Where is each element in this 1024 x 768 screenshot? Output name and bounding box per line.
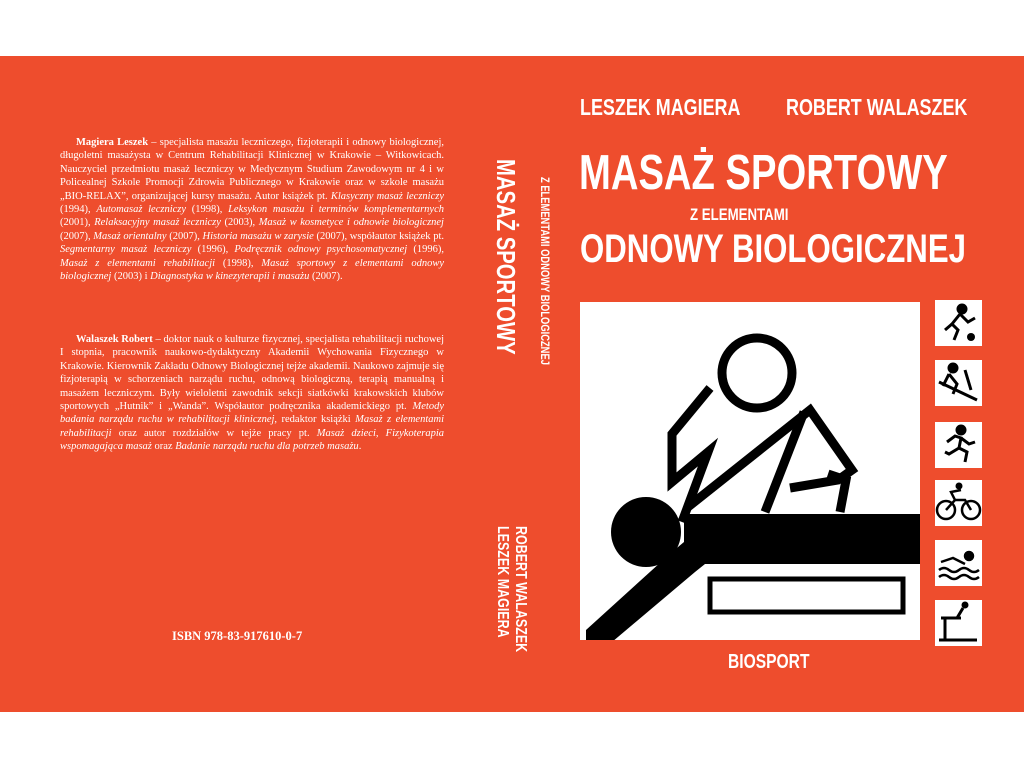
bio-text: (1996),: [191, 244, 235, 256]
running-icon: [935, 422, 982, 468]
author-bio-walaszek: [60, 333, 444, 454]
front-title-bottom: ODNOWY BIOLOGICZNEJ: [580, 227, 966, 271]
bio-text: (2007), współautor książek pt.: [313, 230, 445, 242]
front-title-middle: Z ELEMENTAMI: [690, 205, 789, 224]
spine-author-magiera: LESZEK MAGIERA: [494, 526, 511, 638]
book-title: Relaksacyjny masaż leczniczy: [94, 217, 221, 229]
bio-text: (2007).: [309, 271, 343, 283]
bio-text: (2001),: [60, 217, 95, 229]
book-title: Leksykon masażu i terminów komplementarnych: [228, 204, 444, 216]
book-title: Historia masażu w zarysie: [202, 230, 314, 242]
front-title: MASAŻ SPORTOWY: [579, 146, 948, 200]
bio-text: (1996),: [407, 244, 444, 256]
book-title: Masaż orientalny: [93, 230, 167, 242]
book-title: Masaż dzieci, Fizykoterapia wspomagająca masaż: [60, 427, 444, 453]
bio-text: – specjalista masażu leczniczego, fizjoterapii i odnowy biologicznej, długoletni masażysta w Centrum Rehabilitacji Klinicznej w Krakowie – Witkowicach. Nauczyciel przedmiotu masaż leczniczy w Medycznym Studium Zawodowym nr 4 i w Policealnej Szkole Promocji Zdrowia Publicznego w Krakowie oraz w szkole masażu „BIO-RELAX”, organizującej kursy masażu. Autor książek pt.: [60, 137, 444, 202]
book-title: Automasaż leczniczy: [96, 204, 187, 216]
bio-text: (2003) i: [111, 271, 151, 283]
bio-text: (1998),: [215, 257, 262, 269]
bio-text: (2007),: [60, 230, 94, 242]
publisher-name: BIOSPORT: [728, 651, 810, 673]
bio-text: , redaktor książki: [274, 414, 356, 426]
swimming-icon: [935, 540, 982, 586]
book-title: Masaż sportowy z elementami odnowy biologicznej: [60, 257, 444, 283]
front-author-magiera: LESZEK MAGIERA: [580, 94, 741, 120]
book-cover: [0, 56, 1024, 712]
bio-text: (2003),: [220, 217, 259, 229]
bio-text: oraz autor rozdziałów w tejże pracy pt.: [111, 427, 317, 439]
bio-text: (2007),: [166, 230, 203, 242]
bio-text: oraz: [151, 441, 176, 453]
skiing-icon: [935, 360, 982, 406]
diving-icon: [935, 600, 982, 646]
bio-name: Walaszek Robert: [76, 334, 153, 345]
isbn: ISBN 978-83-917610-0-7: [172, 629, 303, 643]
book-title: Badanie narządu ruchu dla potrzeb masażu: [175, 441, 359, 453]
book-title: Klasyczny masaż leczniczy: [330, 190, 444, 202]
book-title: Segmentarny masaż leczniczy: [60, 244, 192, 256]
massage-table: [710, 579, 903, 612]
book-title: Masaż z elementami rehabilitacji: [60, 257, 216, 269]
book-title: Podręcznik odnowy psychosomatycznej: [234, 244, 408, 256]
spine-author-walaszek: ROBERT WALASZEK: [512, 526, 529, 653]
massage-pictogram: [580, 302, 920, 640]
bio-text: (1998),: [186, 204, 229, 216]
bio-name: Magiera Leszek: [76, 137, 149, 148]
bio-text: (1994),: [60, 204, 97, 216]
massage-pictogram-icon: [580, 302, 920, 640]
sport-icons: [935, 300, 983, 646]
spine-subtitle: Z ELEMENTAMI ODNOWY BIOLOGICZNEJ: [538, 177, 552, 365]
front-author-walaszek: ROBERT WALASZEK: [786, 94, 968, 120]
cycling-icon: [935, 480, 982, 526]
author-bio-magiera: [60, 136, 444, 283]
book-title: Metody badania narządu ruchu w rehabilitacji klinicznej: [60, 401, 444, 426]
spine-title: MASAŻ SPORTOWY: [491, 159, 521, 355]
bio-text: .: [358, 441, 362, 453]
book-title: Masaż w kosmetyce i odnowie biologicznej: [258, 217, 444, 229]
masseur-head: [722, 338, 792, 408]
bio-text: – doktor nauk o kulturze fizycznej, specjalista rehabilitacji ruchowej I stopnia, pracownik naukowo-dydaktyczny Akademii Wychowania Fizycznego w Krakowie. Kierownik Zakładu Odnowy Biologicznej tejże akademii. Naukowo zajmuje się fizjoterapią w schorzeniach narządu ruchu, odnową biologiczną, terapią manualną i masażem leczniczym. Były wieloletni zawodnik sekcji siatkówki krakowskich klubów sportowych „Hutnik” i „Wanda”. Współautor podręcznika akademickiego pt.: [60, 334, 445, 413]
football-icon: [935, 300, 982, 346]
book-title: Diagnostyka w kinezyterapii i masażu: [150, 271, 310, 283]
book-title: Masaż z elementami rehabilitacji: [60, 414, 445, 439]
